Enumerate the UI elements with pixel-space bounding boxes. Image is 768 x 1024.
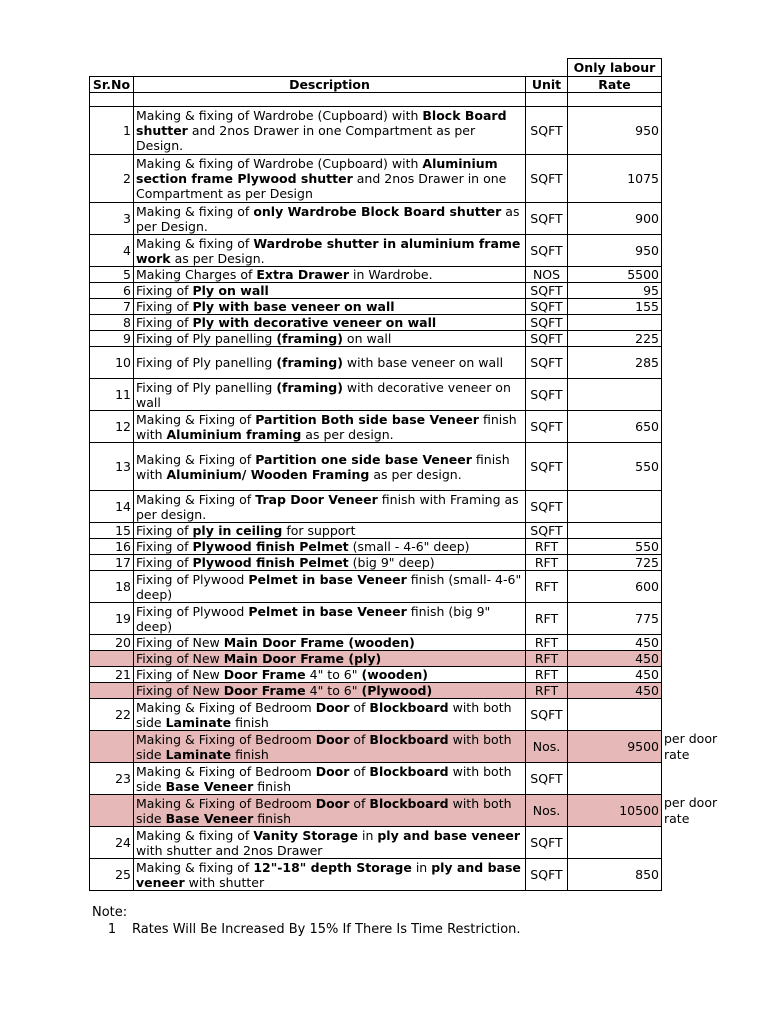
description-bold-text: Door: [315, 731, 350, 747]
rate-cell: 600: [568, 571, 662, 603]
sr-no-cell: 3: [90, 203, 134, 235]
description-text: on wall: [342, 331, 392, 346]
description-cell: [134, 379, 526, 411]
sr-no-cell: 18: [90, 571, 134, 603]
description-cell: [134, 315, 526, 331]
description-text: finish: [231, 746, 269, 762]
rate-cell: 225: [568, 331, 662, 347]
unit-cell: SQFT: [526, 315, 568, 331]
description-bold-text: (Plywood): [361, 683, 433, 698]
description-text: Making & Fixing of: [136, 411, 256, 427]
description-text: with shutter: [184, 874, 265, 890]
table-row: [90, 683, 662, 699]
sr-no-cell: 24: [90, 827, 134, 859]
description-text: with decorative veneer on wall: [136, 379, 511, 410]
note-title: Note:: [92, 905, 128, 920]
table-row: [90, 539, 662, 555]
unit-cell: RFT: [526, 651, 568, 667]
sr-no-cell: 7: [90, 299, 134, 315]
note-item: [92, 921, 521, 938]
rate-cell: 850: [568, 859, 662, 891]
description-bold-text: Door: [315, 699, 350, 715]
description-cell: [134, 203, 526, 235]
description-bold-text: Main Door Frame (wooden): [223, 635, 415, 650]
description-text: as per Design.: [136, 203, 520, 234]
description-cell: [134, 283, 526, 299]
table-row: [90, 635, 662, 651]
description-text: Fixing of: [136, 539, 193, 554]
description-text: finish (small- 4-6" deep): [136, 571, 522, 602]
table-row: [90, 491, 662, 523]
description-bold-text: Base Veneer: [165, 778, 254, 794]
description-text: 4" to 6": [305, 683, 362, 698]
description-text: Making & Fixing of Bedroom: [136, 699, 316, 715]
description-text: with shutter and 2nos Drawer: [136, 842, 323, 858]
table-row: [90, 827, 662, 859]
description-cell: [134, 299, 526, 315]
blank-row: [90, 93, 662, 107]
table-row: [90, 107, 662, 155]
description-cell: [134, 795, 526, 827]
sr-no-cell: 16: [90, 539, 134, 555]
sr-no-cell: 4: [90, 235, 134, 267]
rate-cell: 775: [568, 603, 662, 635]
unit-cell: RFT: [526, 635, 568, 651]
description-text: Making & fixing of Wardrobe (Cupboard) with: [136, 156, 423, 171]
description-text: 4" to 6": [305, 667, 362, 682]
sr-no-cell: 11: [90, 379, 134, 411]
description-text: finish: [231, 714, 269, 730]
description-bold-text: Pelmet in base Veneer: [248, 571, 407, 587]
description-cell: [134, 107, 526, 155]
description-text: in: [358, 827, 378, 843]
note-item-text: Rates Will Be Increased By 15% If There Is Time Restriction.: [132, 922, 521, 937]
per-door-rate-note: per door rate: [664, 795, 718, 826]
unit-cell: Nos.: [526, 795, 568, 827]
table-row: [90, 731, 662, 763]
description-bold-text: Extra Drawer: [256, 267, 350, 282]
description-bold-text: Laminate: [165, 714, 232, 730]
description-text: Making & Fixing of Bedroom: [136, 731, 316, 747]
description-bold-text: (wooden): [361, 667, 428, 682]
unit-cell: RFT: [526, 667, 568, 683]
description-bold-text: Blockboard: [369, 763, 449, 779]
sr-no-cell: 1: [90, 107, 134, 155]
description-text: Making & fixing of: [136, 235, 254, 251]
description-text: finish: [253, 810, 292, 826]
description-text: Fixing of Plywood: [136, 571, 249, 587]
rate-cell: 1075: [568, 155, 662, 203]
sr-no-cell: 25: [90, 859, 134, 891]
table-row: [90, 379, 662, 411]
description-text: Making & fixing of: [136, 827, 254, 843]
rate-cell: 10500: [568, 795, 662, 827]
table-row: [90, 651, 662, 667]
rate-cell: 950: [568, 235, 662, 267]
description-bold-text: Vanity Storage: [253, 827, 358, 843]
unit-cell: SQFT: [526, 347, 568, 379]
unit-cell: SQFT: [526, 491, 568, 523]
sr-no-cell: 12: [90, 411, 134, 443]
description-cell: [134, 523, 526, 539]
table-row: [90, 235, 662, 267]
description-cell: [134, 235, 526, 267]
rate-cell: 5500: [568, 267, 662, 283]
rate-cell: 950: [568, 107, 662, 155]
description-bold-text: Plywood finish Pelmet: [192, 555, 349, 570]
rate-cell: 9500: [568, 731, 662, 763]
description-text: Making & Fixing of: [136, 491, 256, 507]
note-section: [92, 904, 521, 938]
description-text: finish with: [136, 451, 510, 482]
note-item-number: 1: [107, 922, 117, 937]
description-bold-text: Block Board shutter: [136, 108, 507, 138]
description-cell: [134, 347, 526, 379]
sr-no-cell: 5: [90, 267, 134, 283]
rate-cell: 725: [568, 555, 662, 571]
description-text: as per Design.: [170, 250, 265, 266]
rate-cell: [568, 315, 662, 331]
unit-cell: RFT: [526, 539, 568, 555]
description-text: Fixing of: [136, 315, 193, 330]
description-text: Making & fixing of Wardrobe (Cupboard) with: [136, 108, 423, 123]
description-bold-text: Pelmet in base Veneer: [248, 603, 407, 619]
description-cell: [134, 683, 526, 699]
description-text: of: [349, 763, 370, 779]
description-text: (small - 4-6" deep): [348, 539, 470, 554]
description-text: Making & Fixing of: [136, 451, 256, 467]
table-row: [90, 603, 662, 635]
rate-cell: 900: [568, 203, 662, 235]
rate-cell: 450: [568, 651, 662, 667]
rate-cell: 450: [568, 635, 662, 651]
description-text: Fixing of Ply panelling: [136, 379, 277, 395]
sr-no-cell: [90, 683, 134, 699]
description-text: Fixing of Ply panelling: [136, 355, 277, 370]
description-bold-text: Aluminium section frame Plywood shutter: [136, 156, 498, 186]
sr-no-cell: [90, 795, 134, 827]
description-bold-text: Door Frame: [223, 683, 306, 698]
unit-cell: SQFT: [526, 763, 568, 795]
description-text: of: [349, 699, 370, 715]
table-row: [90, 763, 662, 795]
sr-no-cell: 21: [90, 667, 134, 683]
description-bold-text: Ply with decorative veneer on wall: [192, 315, 437, 330]
sr-no-cell: 20: [90, 635, 134, 651]
description-text: Fixing of: [136, 283, 193, 298]
description-text: Fixing of: [136, 299, 193, 314]
description-bold-text: Laminate: [165, 746, 232, 762]
table-row: [90, 555, 662, 571]
rate-cell: 155: [568, 299, 662, 315]
description-text: Fixing of Ply panelling: [136, 331, 277, 346]
rate-cell: [568, 827, 662, 859]
table-row: [90, 203, 662, 235]
table-row: [90, 795, 662, 827]
description-text: in Wardrobe.: [349, 267, 433, 282]
description-cell: [134, 331, 526, 347]
unit-cell: RFT: [526, 555, 568, 571]
description-cell: [134, 571, 526, 603]
table-row: [90, 571, 662, 603]
sr-no-cell: 6: [90, 283, 134, 299]
note-items: [92, 921, 521, 938]
sr-no-cell: 13: [90, 443, 134, 491]
only-labour-label: Only labour: [568, 59, 662, 77]
description-bold-text: Wardrobe shutter in aluminium frame work: [136, 235, 521, 266]
sr-no-cell: 10: [90, 347, 134, 379]
unit-cell: Nos.: [526, 731, 568, 763]
table-row: [90, 523, 662, 539]
description-cell: [134, 491, 526, 523]
rate-cell: 650: [568, 411, 662, 443]
unit-cell: SQFT: [526, 107, 568, 155]
description-text: Fixing of: [136, 523, 193, 538]
unit-cell: SQFT: [526, 699, 568, 731]
rate-cell: 450: [568, 667, 662, 683]
rate-cell: [568, 763, 662, 795]
unit-cell: SQFT: [526, 331, 568, 347]
description-cell: [134, 651, 526, 667]
description-bold-text: Plywood finish Pelmet: [192, 539, 349, 554]
description-text: Fixing of New: [136, 651, 224, 666]
unit-cell: SQFT: [526, 299, 568, 315]
description-bold-text: Blockboard: [369, 731, 449, 747]
unit-cell: SQFT: [526, 283, 568, 299]
description-cell: [134, 443, 526, 491]
description-bold-text: Partition Both side base Veneer: [255, 411, 479, 427]
description-text: with both side: [136, 763, 512, 794]
description-text: as per design.: [369, 466, 462, 482]
rate-cell: 550: [568, 539, 662, 555]
description-text: in: [411, 859, 432, 875]
description-bold-text: Partition one side base Veneer: [255, 451, 472, 467]
description-text: finish with: [136, 411, 517, 442]
description-cell: [134, 699, 526, 731]
description-bold-text: (framing): [276, 379, 343, 395]
description-bold-text: Door: [315, 763, 350, 779]
header-unit: Unit: [526, 77, 568, 93]
sr-no-cell: 15: [90, 523, 134, 539]
table-row: [90, 315, 662, 331]
description-text: Making & Fixing of Bedroom: [136, 763, 316, 779]
table-row: [90, 347, 662, 379]
unit-cell: SQFT: [526, 379, 568, 411]
description-bold-text: (framing): [276, 331, 343, 346]
rate-cell: [568, 699, 662, 731]
unit-cell: RFT: [526, 603, 568, 635]
description-text: and 2nos Drawer in one Compartment as per Design: [136, 171, 507, 201]
description-bold-text: only Wardrobe Block Board shutter: [253, 203, 502, 219]
table-row: [90, 859, 662, 891]
description-bold-text: Blockboard: [369, 699, 449, 715]
unit-cell: SQFT: [526, 859, 568, 891]
sr-no-cell: 22: [90, 699, 134, 731]
description-text: finish with Framing as per design.: [136, 491, 519, 522]
table-row: [90, 331, 662, 347]
rate-cell: [568, 379, 662, 411]
table-body: [90, 59, 662, 891]
description-cell: [134, 603, 526, 635]
description-cell: [134, 859, 526, 891]
description-text: Making & fixing of: [136, 203, 254, 219]
unit-cell: SQFT: [526, 523, 568, 539]
sr-no-cell: 2: [90, 155, 134, 203]
description-bold-text: 12"-18" depth Storage: [253, 859, 412, 875]
description-text: with both side: [136, 795, 512, 826]
unit-cell: RFT: [526, 571, 568, 603]
description-cell: [134, 411, 526, 443]
header-description: Description: [134, 77, 526, 93]
header-row: [90, 77, 662, 93]
description-bold-text: (framing): [276, 355, 343, 370]
header-rate: Rate: [568, 77, 662, 93]
rate-cell: 550: [568, 443, 662, 491]
table-row: [90, 443, 662, 491]
description-text: finish: [253, 778, 292, 794]
description-text: Making & Fixing of Bedroom: [136, 795, 316, 811]
sr-no-cell: 17: [90, 555, 134, 571]
description-text: for support: [282, 523, 356, 538]
description-bold-text: Door Frame: [223, 667, 306, 682]
unit-cell: SQFT: [526, 203, 568, 235]
description-bold-text: Base Veneer: [165, 810, 254, 826]
description-bold-text: ply and base veneer: [377, 827, 521, 843]
description-text: Fixing of: [136, 555, 193, 570]
description-text: Fixing of New: [136, 635, 224, 650]
description-bold-text: Main Door Frame (ply): [223, 651, 382, 666]
rate-cell: 95: [568, 283, 662, 299]
description-text: with base veneer on wall: [342, 355, 504, 370]
unit-cell: SQFT: [526, 235, 568, 267]
unit-cell: SQFT: [526, 443, 568, 491]
table-row: [90, 267, 662, 283]
description-text: finish (big 9" deep): [136, 603, 491, 634]
rate-cell: 450: [568, 683, 662, 699]
description-text: as per design.: [301, 426, 394, 442]
unit-cell: SQFT: [526, 155, 568, 203]
table-row: [90, 299, 662, 315]
description-bold-text: Aluminium framing: [166, 426, 302, 442]
description-text: Fixing of New: [136, 683, 224, 698]
top-header-row: [90, 59, 662, 77]
description-cell: [134, 827, 526, 859]
description-text: and 2nos Drawer in one Compartment as per Design.: [136, 123, 476, 153]
header-sr-no: Sr.No: [90, 77, 134, 93]
description-text: of: [349, 731, 370, 747]
sr-no-cell: 19: [90, 603, 134, 635]
labour-rate-table: [89, 58, 662, 891]
description-bold-text: Aluminium/ Wooden Framing: [166, 466, 370, 482]
description-bold-text: ply in ceiling: [192, 523, 283, 538]
unit-cell: SQFT: [526, 827, 568, 859]
table-row: [90, 667, 662, 683]
sr-no-cell: 9: [90, 331, 134, 347]
description-bold-text: Blockboard: [369, 795, 449, 811]
description-cell: [134, 731, 526, 763]
description-cell: [134, 763, 526, 795]
description-cell: [134, 635, 526, 651]
sr-no-cell: [90, 731, 134, 763]
table-row: [90, 411, 662, 443]
table-row: [90, 699, 662, 731]
rate-cell: [568, 523, 662, 539]
sr-no-cell: 8: [90, 315, 134, 331]
description-text: of: [349, 795, 370, 811]
rate-cell: 285: [568, 347, 662, 379]
description-text: with both side: [136, 699, 512, 730]
description-text: Making & fixing of: [136, 859, 254, 875]
rate-cell: [568, 491, 662, 523]
unit-cell: RFT: [526, 683, 568, 699]
table-row: [90, 155, 662, 203]
per-door-rate-note: per door rate: [664, 731, 718, 762]
description-text: Making Charges of: [136, 267, 257, 282]
description-text: with both side: [136, 731, 512, 762]
description-cell: [134, 267, 526, 283]
sr-no-cell: 23: [90, 763, 134, 795]
description-text: Fixing of New: [136, 667, 224, 682]
description-bold-text: Ply with base veneer on wall: [192, 299, 395, 314]
description-bold-text: Door: [315, 795, 350, 811]
unit-cell: SQFT: [526, 411, 568, 443]
description-cell: [134, 155, 526, 203]
description-cell: [134, 667, 526, 683]
sr-no-cell: 14: [90, 491, 134, 523]
description-text: Fixing of Plywood: [136, 603, 249, 619]
unit-cell: NOS: [526, 267, 568, 283]
description-text: (big 9" deep): [348, 555, 435, 570]
description-bold-text: Ply on wall: [192, 283, 269, 298]
description-bold-text: Trap Door Veneer: [255, 491, 378, 507]
description-bold-text: ply and base veneer: [136, 859, 521, 890]
description-cell: [134, 539, 526, 555]
description-cell: [134, 555, 526, 571]
sr-no-cell: [90, 651, 134, 667]
table-row: [90, 283, 662, 299]
